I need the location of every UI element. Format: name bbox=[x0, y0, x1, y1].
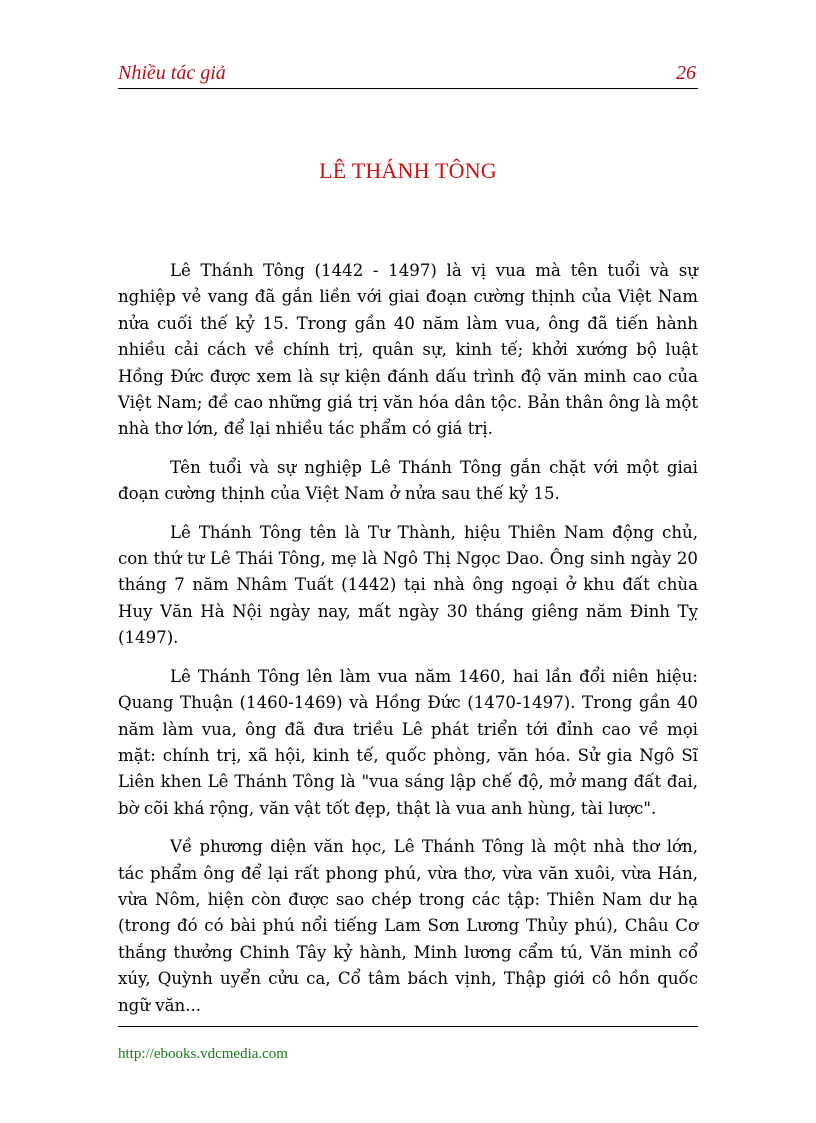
page-number: 26 bbox=[676, 62, 696, 84]
article-body bbox=[118, 258, 698, 1031]
paragraph-2: Tên tuổi và sự nghiệp Lê Thánh Tông gắn chặt với một giai đoạn cường thịnh của Việt Nam ở nửa sau thế kỷ 15. bbox=[118, 457, 698, 504]
paragraph-3: Lê Thánh Tông tên là Tư Thành, hiệu Thiên Nam động chủ, con thứ tư Lê Thái Tông, mẹ là Ngô Thị Ngọc Dao. Ông sinh ngày 20 tháng 7 năm Nhâm Tuất (1442) tại nhà ông ngoại ở khu đất chùa Huy Văn Hà Nội ngày nay, mất ngày 30 tháng giêng năm Đinh Tỵ (1497). bbox=[118, 522, 698, 648]
header-author: Nhiều tác giả bbox=[118, 62, 226, 84]
footer-link[interactable]: http://ebooks.vdcmedia.com bbox=[118, 1046, 288, 1062]
page-footer bbox=[118, 1026, 698, 1063]
page-header bbox=[118, 60, 698, 89]
page-title: LÊ THÁNH TÔNG bbox=[319, 158, 497, 183]
paragraph-5: Về phương diện văn học, Lê Thánh Tông là một nhà thơ lớn, tác phẩm ông để lại rất phong phú, vừa thơ, vừa văn xuôi, vừa Hán, vừa Nôm, hiện còn được sao chép trong các tập: Thiên Nam dư hạ (trong đó có bài phú nổi tiếng Lam Sơn Lương Thủy phú), Châu Cơ thắng thưởng Chinh Tây kỷ hành, Minh lương cẩm tú, Văn minh cổ xúy, Quỳnh uyển cửu ca, Cổ tâm bách vịnh, Thập giới cô hồn quốc ngữ văn... bbox=[118, 837, 698, 1015]
paragraph-1: Lê Thánh Tông (1442 - 1497) là vị vua mà tên tuổi và sự nghiệp vẻ vang đã gắn liền với giai đoạn cường thịnh của Việt Nam nửa cuối thế kỷ 15. Trong gần 40 năm làm vua, ông đã tiến hành nhiều cải cách về chính trị, quân sự, kinh tế; khởi xướng bộ luật Hồng Đức được xem là sự kiện đánh dấu trình độ văn minh cao của Việt Nam; đề cao những giá trị văn hóa dân tộc. Bản thân ông là một nhà thơ lớn, để lại nhiều tác phẩm có giá trị. bbox=[118, 261, 699, 439]
paragraph-4: Lê Thánh Tông lên làm vua năm 1460, hai lần đổi niên hiệu: Quang Thuận (1460-1469) và Hồng Đức (1470-1497). Trong gần 40 năm làm vua, ông đã đưa triều Lê phát triển tới đỉnh cao về mọi mặt: chính trị, xã hội, kinh tế, quốc phòng, văn hóa. Sử gia Ngô Sĩ Liên khen Lê Thánh Tông là "vua sáng lập chế độ, mở mang đất đai, bờ cõi khá rộng, văn vật tốt đẹp, thật là vua anh hùng, tài lược". bbox=[118, 666, 698, 818]
